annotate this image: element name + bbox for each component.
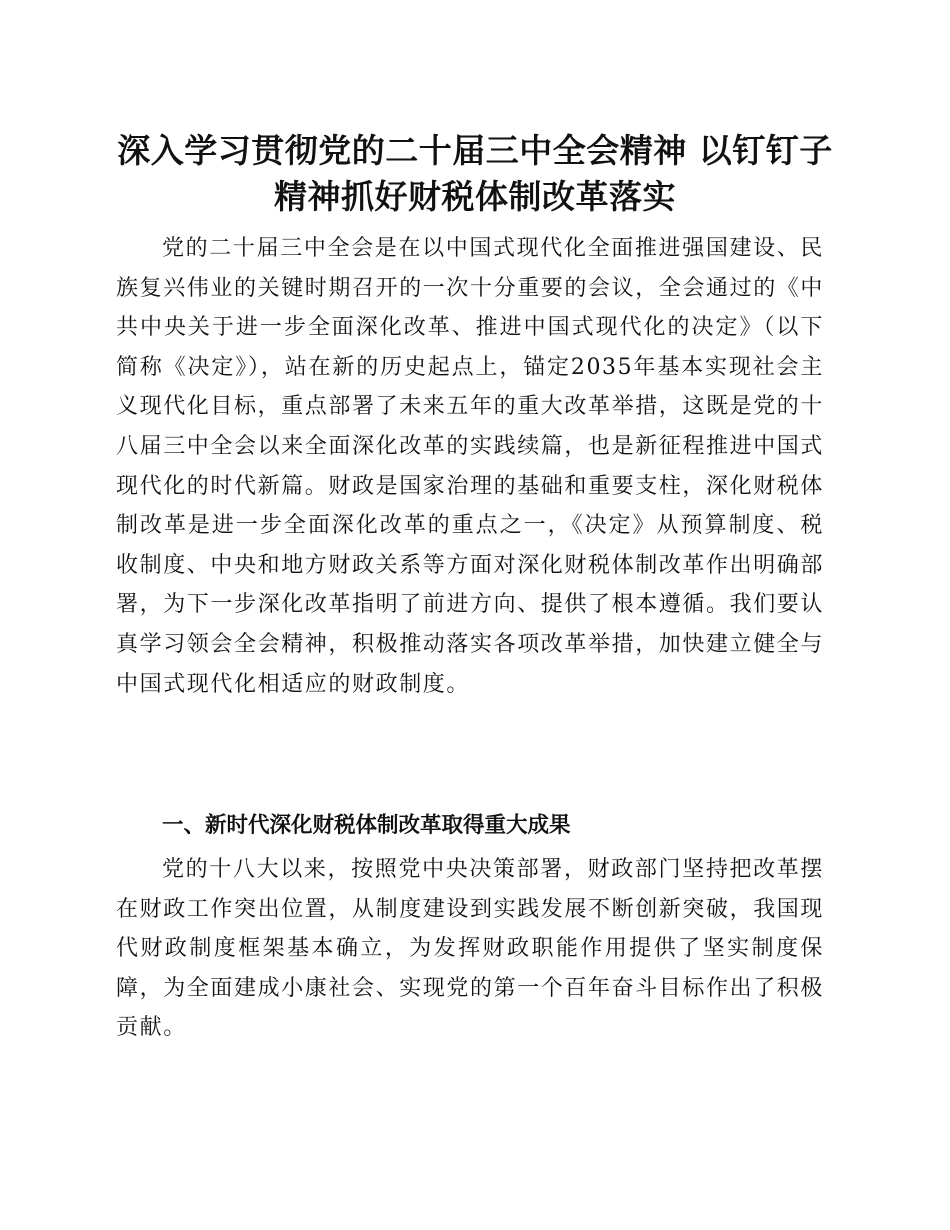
section-paragraph: 党的十八大以来，按照党中央决策部署，财政部门坚持把改革摆在财政工作突出位置，从制度建设到实践发展不断创新突破，我国现代财政制度框架基本确立，为发挥财政职能作用提供了坚实制度保障，为全面建成小康社会、实现党的第一个百年奋斗目标作出了积极贡献。 (116, 857, 825, 1041)
intro-paragraph: 党的二十届三中全会是在以中国式现代化全面推进强国建设、民族复兴伟业的关键时期召开的一次十分重要的会议，全会通过的《中共中央关于进一步全面深化改革、推进中国式现代化的决定》（以下简称《决定》），站在新的历史起点上，锚定2035年基本实现社会主义现代化目标，重点部署了未来五年的重大改革举措，这既是党的十八届三中全会以来全面深化改革的实践续篇，也是新征程推进中国式现代化的时代新篇。财政是国家治理的基础和重要支柱，深化财税体制改革是进一步全面深化改革的重点之一，《决定》从预算制度、税收制度、中央和地方财政关系等方面对深化财税体制改革作出明确部署，为下一步深化改革指明了前进方向、提供了根本遵循。我们要认真学习领会全会精神，积极推动落实各项改革举措，加快建立健全与中国式现代化相适应的财政制度。 (116, 236, 825, 697)
section-heading: 一、新时代深化财税体制改革取得重大成果 (162, 813, 571, 838)
document-title: 深入学习贯彻党的二十届三中全会精神 以钉钉子精神抓好财税体制改革落实 (117, 131, 833, 216)
